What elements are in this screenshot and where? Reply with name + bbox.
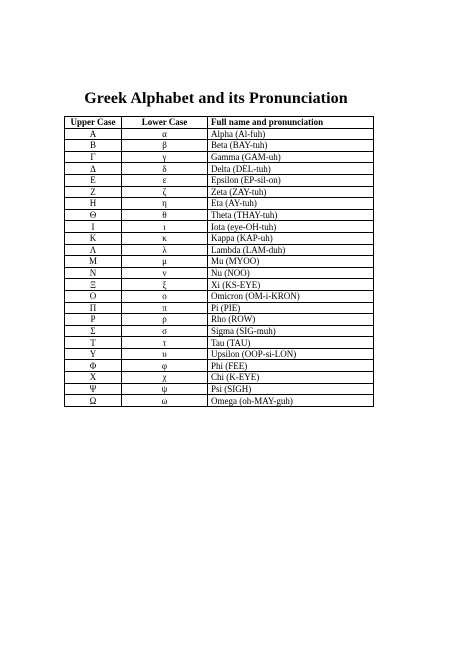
table-row [65,198,374,210]
table-row [65,256,374,268]
upper-case-letter: Υ [65,348,122,360]
lower-case-letter: φ [122,360,208,372]
table-row [65,163,374,175]
table-row [65,372,374,384]
upper-case-letter: Ω [65,395,122,407]
lower-case-letter: ε [122,174,208,186]
upper-case-letter: Λ [65,244,122,256]
upper-case-letter: Σ [65,325,122,337]
table-row [65,128,374,140]
table-header-row [65,117,374,129]
lower-case-letter: μ [122,256,208,268]
lower-case-letter: υ [122,348,208,360]
letter-name-pronunciation: Delta (DEL-tuh) [208,163,374,175]
letter-name-pronunciation: Mu (MYOO) [208,256,374,268]
upper-case-letter: Ξ [65,279,122,291]
lower-case-letter: δ [122,163,208,175]
upper-case-letter: Η [65,198,122,210]
lower-case-letter: χ [122,372,208,384]
lower-case-letter: β [122,140,208,152]
upper-case-letter: Β [65,140,122,152]
upper-case-letter: Φ [65,360,122,372]
upper-case-letter: Ρ [65,314,122,326]
table-row [65,209,374,221]
lower-case-letter: ω [122,395,208,407]
lower-case-letter: π [122,302,208,314]
letter-name-pronunciation: Sigma (SIG-muh) [208,325,374,337]
upper-case-letter: Θ [65,209,122,221]
lower-case-letter: ξ [122,279,208,291]
upper-case-letter: Α [65,128,122,140]
letter-name-pronunciation: Zeta (ZAY-tuh) [208,186,374,198]
table-row [65,232,374,244]
letter-name-pronunciation: Rho (ROW) [208,314,374,326]
table-row [65,186,374,198]
letter-name-pronunciation: Pi (PIE) [208,302,374,314]
table-row [65,337,374,349]
upper-case-letter: Χ [65,372,122,384]
table-row [65,267,374,279]
upper-case-letter: Ν [65,267,122,279]
table-row [65,279,374,291]
upper-case-letter: Ψ [65,383,122,395]
upper-case-letter: Π [65,302,122,314]
lower-case-letter: σ [122,325,208,337]
lower-case-letter: ν [122,267,208,279]
letter-name-pronunciation: Upsilon (OOP-si-LON) [208,348,374,360]
lower-case-letter: ψ [122,383,208,395]
table-row [65,151,374,163]
table-row [65,221,374,233]
letter-name-pronunciation: Phi (FEE) [208,360,374,372]
table-row [65,302,374,314]
letter-name-pronunciation: Nu (NOO) [208,267,374,279]
lower-case-letter: κ [122,232,208,244]
letter-name-pronunciation: Omicron (OM-i-KRON) [208,290,374,302]
upper-case-letter: Ε [65,174,122,186]
upper-case-letter: Ζ [65,186,122,198]
table-row [65,360,374,372]
lower-case-letter: ο [122,290,208,302]
upper-case-letter: Κ [65,232,122,244]
header-upper-case: Upper Case [65,117,122,129]
letter-name-pronunciation: Tau (TAU) [208,337,374,349]
greek-alphabet-table [64,116,374,407]
lower-case-letter: γ [122,151,208,163]
table-row [65,325,374,337]
letter-name-pronunciation: Eta (AY-tuh) [208,198,374,210]
lower-case-letter: θ [122,209,208,221]
table-row [65,314,374,326]
upper-case-letter: Τ [65,337,122,349]
header-full-name: Full name and pronunciation [208,117,374,129]
letter-name-pronunciation: Lambda (LAM-duh) [208,244,374,256]
page-title: Greek Alphabet and its Pronunciation [84,90,348,107]
letter-name-pronunciation: Kappa (KAP-uh) [208,232,374,244]
letter-name-pronunciation: Gamma (GAM-uh) [208,151,374,163]
lower-case-letter: ρ [122,314,208,326]
upper-case-letter: Μ [65,256,122,268]
table-row [65,244,374,256]
lower-case-letter: τ [122,337,208,349]
table-row [65,383,374,395]
letter-name-pronunciation: Epsilon (EP-sil-on) [208,174,374,186]
upper-case-letter: Γ [65,151,122,163]
letter-name-pronunciation: Xi (KS-EYE) [208,279,374,291]
table-body [65,128,374,406]
table-row [65,290,374,302]
table-row [65,395,374,407]
letter-name-pronunciation: Psi (SIGH) [208,383,374,395]
table-row [65,348,374,360]
upper-case-letter: Δ [65,163,122,175]
upper-case-letter: Ο [65,290,122,302]
letter-name-pronunciation: Iota (eye-OH-tuh) [208,221,374,233]
upper-case-letter: Ι [65,221,122,233]
table-row [65,174,374,186]
letter-name-pronunciation: Beta (BAY-tuh) [208,140,374,152]
letter-name-pronunciation: Chi (K-EYE) [208,372,374,384]
table-row [65,140,374,152]
lower-case-letter: α [122,128,208,140]
lower-case-letter: λ [122,244,208,256]
letter-name-pronunciation: Alpha (Al-fuh) [208,128,374,140]
lower-case-letter: ι [122,221,208,233]
letter-name-pronunciation: Omega (oh-MAY-guh) [208,395,374,407]
lower-case-letter: η [122,198,208,210]
letter-name-pronunciation: Theta (THAY-tuh) [208,209,374,221]
lower-case-letter: ζ [122,186,208,198]
header-lower-case: Lower Case [122,117,208,129]
